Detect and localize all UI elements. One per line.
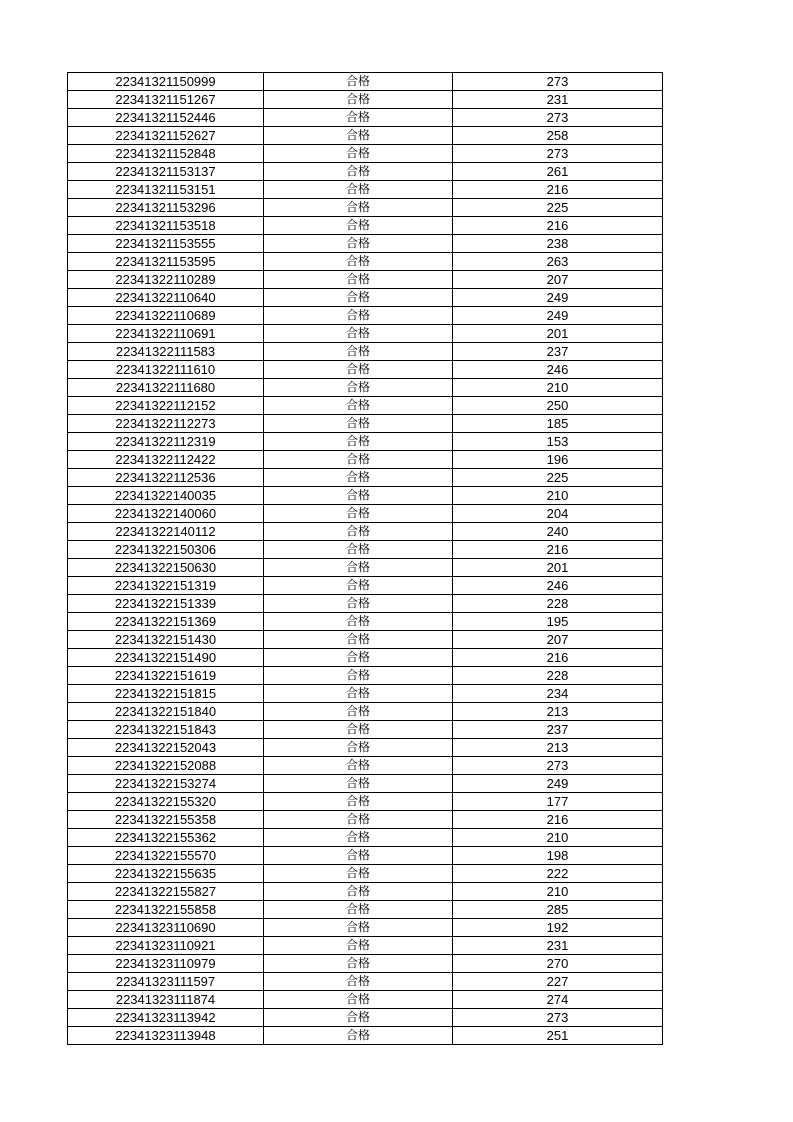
result-cell: 合格 <box>264 559 453 577</box>
result-cell: 合格 <box>264 91 453 109</box>
result-cell: 合格 <box>264 505 453 523</box>
candidate-id-cell: 22341322155358 <box>68 811 264 829</box>
table-row <box>68 685 663 703</box>
score-cell: 210 <box>453 883 663 901</box>
result-cell: 合格 <box>264 793 453 811</box>
result-cell: 合格 <box>264 433 453 451</box>
candidate-id-cell: 22341322151843 <box>68 721 264 739</box>
score-cell: 201 <box>453 325 663 343</box>
table-row <box>68 487 663 505</box>
result-cell: 合格 <box>264 1027 453 1045</box>
result-cell: 合格 <box>264 469 453 487</box>
result-cell: 合格 <box>264 415 453 433</box>
result-cell: 合格 <box>264 523 453 541</box>
candidate-id-cell: 22341322140035 <box>68 487 264 505</box>
table-row <box>68 235 663 253</box>
candidate-id-cell: 22341321150999 <box>68 73 264 91</box>
score-cell: 216 <box>453 649 663 667</box>
candidate-id-cell: 22341322110289 <box>68 271 264 289</box>
result-cell: 合格 <box>264 181 453 199</box>
table-row <box>68 91 663 109</box>
table-row <box>68 325 663 343</box>
score-cell: 207 <box>453 271 663 289</box>
candidate-id-cell: 22341322110689 <box>68 307 264 325</box>
table-row <box>68 415 663 433</box>
score-cell: 204 <box>453 505 663 523</box>
result-cell: 合格 <box>264 955 453 973</box>
result-cell: 合格 <box>264 739 453 757</box>
table-row <box>68 1027 663 1045</box>
candidate-id-cell: 22341323111874 <box>68 991 264 1009</box>
candidate-id-cell: 22341322155570 <box>68 847 264 865</box>
score-cell: 273 <box>453 73 663 91</box>
results-table <box>67 72 663 1045</box>
candidate-id-cell: 22341322110640 <box>68 289 264 307</box>
score-cell: 237 <box>453 721 663 739</box>
result-cell: 合格 <box>264 613 453 631</box>
candidate-id-cell: 22341322155858 <box>68 901 264 919</box>
candidate-id-cell: 22341322151490 <box>68 649 264 667</box>
result-cell: 合格 <box>264 307 453 325</box>
candidate-id-cell: 22341322151619 <box>68 667 264 685</box>
candidate-id-cell: 22341321152446 <box>68 109 264 127</box>
table-row <box>68 739 663 757</box>
candidate-id-cell: 22341322112319 <box>68 433 264 451</box>
score-cell: 153 <box>453 433 663 451</box>
results-table-body <box>68 73 663 1045</box>
candidate-id-cell: 22341323110921 <box>68 937 264 955</box>
result-cell: 合格 <box>264 127 453 145</box>
table-row <box>68 163 663 181</box>
candidate-id-cell: 22341322111680 <box>68 379 264 397</box>
table-row <box>68 361 663 379</box>
candidate-id-cell: 22341322140112 <box>68 523 264 541</box>
table-row <box>68 937 663 955</box>
result-cell: 合格 <box>264 289 453 307</box>
candidate-id-cell: 22341322112273 <box>68 415 264 433</box>
candidate-id-cell: 22341323110979 <box>68 955 264 973</box>
table-row <box>68 343 663 361</box>
candidate-id-cell: 22341322151369 <box>68 613 264 631</box>
score-cell: 246 <box>453 361 663 379</box>
result-cell: 合格 <box>264 451 453 469</box>
table-row <box>68 919 663 937</box>
result-cell: 合格 <box>264 235 453 253</box>
table-row <box>68 523 663 541</box>
score-cell: 274 <box>453 991 663 1009</box>
table-row <box>68 829 663 847</box>
table-row <box>68 901 663 919</box>
result-cell: 合格 <box>264 361 453 379</box>
result-cell: 合格 <box>264 541 453 559</box>
candidate-id-cell: 22341322152043 <box>68 739 264 757</box>
table-row <box>68 667 663 685</box>
score-cell: 216 <box>453 541 663 559</box>
result-cell: 合格 <box>264 271 453 289</box>
score-cell: 263 <box>453 253 663 271</box>
candidate-id-cell: 22341323111597 <box>68 973 264 991</box>
table-row <box>68 613 663 631</box>
score-cell: 201 <box>453 559 663 577</box>
candidate-id-cell: 22341322112152 <box>68 397 264 415</box>
score-cell: 195 <box>453 613 663 631</box>
result-cell: 合格 <box>264 865 453 883</box>
score-cell: 213 <box>453 703 663 721</box>
result-cell: 合格 <box>264 1009 453 1027</box>
table-row <box>68 505 663 523</box>
score-cell: 210 <box>453 379 663 397</box>
candidate-id-cell: 22341321153555 <box>68 235 264 253</box>
candidate-id-cell: 22341322111583 <box>68 343 264 361</box>
candidate-id-cell: 22341321153595 <box>68 253 264 271</box>
result-cell: 合格 <box>264 811 453 829</box>
result-cell: 合格 <box>264 73 453 91</box>
score-cell: 231 <box>453 937 663 955</box>
table-row <box>68 577 663 595</box>
result-cell: 合格 <box>264 397 453 415</box>
table-row <box>68 721 663 739</box>
candidate-id-cell: 22341321151267 <box>68 91 264 109</box>
table-row <box>68 289 663 307</box>
score-cell: 228 <box>453 667 663 685</box>
score-cell: 210 <box>453 829 663 847</box>
result-cell: 合格 <box>264 217 453 235</box>
result-cell: 合格 <box>264 919 453 937</box>
candidate-id-cell: 22341321152627 <box>68 127 264 145</box>
score-cell: 285 <box>453 901 663 919</box>
result-cell: 合格 <box>264 901 453 919</box>
candidate-id-cell: 22341322150630 <box>68 559 264 577</box>
score-cell: 225 <box>453 199 663 217</box>
candidate-id-cell: 22341322150306 <box>68 541 264 559</box>
candidate-id-cell: 22341322155635 <box>68 865 264 883</box>
table-row <box>68 181 663 199</box>
candidate-id-cell: 22341322151840 <box>68 703 264 721</box>
score-cell: 238 <box>453 235 663 253</box>
score-cell: 249 <box>453 775 663 793</box>
candidate-id-cell: 22341322155362 <box>68 829 264 847</box>
score-cell: 273 <box>453 1009 663 1027</box>
candidate-id-cell: 22341322151815 <box>68 685 264 703</box>
table-row <box>68 271 663 289</box>
table-row <box>68 847 663 865</box>
table-row <box>68 469 663 487</box>
score-cell: 207 <box>453 631 663 649</box>
score-cell: 196 <box>453 451 663 469</box>
score-cell: 210 <box>453 487 663 505</box>
candidate-id-cell: 22341321152848 <box>68 145 264 163</box>
candidate-id-cell: 22341322112536 <box>68 469 264 487</box>
result-cell: 合格 <box>264 325 453 343</box>
table-row <box>68 127 663 145</box>
result-cell: 合格 <box>264 685 453 703</box>
table-row <box>68 433 663 451</box>
table-row <box>68 775 663 793</box>
candidate-id-cell: 22341321153137 <box>68 163 264 181</box>
candidate-id-cell: 22341321153518 <box>68 217 264 235</box>
score-cell: 185 <box>453 415 663 433</box>
table-row <box>68 1009 663 1027</box>
result-cell: 合格 <box>264 847 453 865</box>
score-cell: 213 <box>453 739 663 757</box>
score-cell: 237 <box>453 343 663 361</box>
table-row <box>68 253 663 271</box>
table-row <box>68 865 663 883</box>
score-cell: 240 <box>453 523 663 541</box>
score-cell: 246 <box>453 577 663 595</box>
result-cell: 合格 <box>264 649 453 667</box>
result-cell: 合格 <box>264 991 453 1009</box>
candidate-id-cell: 22341322112422 <box>68 451 264 469</box>
table-row <box>68 757 663 775</box>
score-cell: 234 <box>453 685 663 703</box>
candidate-id-cell: 22341322155320 <box>68 793 264 811</box>
result-cell: 合格 <box>264 631 453 649</box>
table-row <box>68 199 663 217</box>
result-cell: 合格 <box>264 757 453 775</box>
candidate-id-cell: 22341322151319 <box>68 577 264 595</box>
score-cell: 231 <box>453 91 663 109</box>
score-cell: 273 <box>453 109 663 127</box>
result-cell: 合格 <box>264 379 453 397</box>
result-cell: 合格 <box>264 145 453 163</box>
result-cell: 合格 <box>264 775 453 793</box>
score-cell: 270 <box>453 955 663 973</box>
score-cell: 216 <box>453 811 663 829</box>
table-row <box>68 883 663 901</box>
result-cell: 合格 <box>264 595 453 613</box>
score-cell: 249 <box>453 307 663 325</box>
result-cell: 合格 <box>264 577 453 595</box>
result-cell: 合格 <box>264 253 453 271</box>
candidate-id-cell: 22341322151339 <box>68 595 264 613</box>
result-cell: 合格 <box>264 487 453 505</box>
score-cell: 225 <box>453 469 663 487</box>
score-cell: 249 <box>453 289 663 307</box>
candidate-id-cell: 22341322153274 <box>68 775 264 793</box>
table-row <box>68 307 663 325</box>
candidate-id-cell: 22341321153151 <box>68 181 264 199</box>
score-cell: 177 <box>453 793 663 811</box>
result-cell: 合格 <box>264 667 453 685</box>
score-cell: 273 <box>453 757 663 775</box>
table-row <box>68 703 663 721</box>
table-row <box>68 649 663 667</box>
result-cell: 合格 <box>264 703 453 721</box>
table-row <box>68 793 663 811</box>
table-row <box>68 811 663 829</box>
result-cell: 合格 <box>264 199 453 217</box>
table-row <box>68 397 663 415</box>
table-row <box>68 379 663 397</box>
candidate-id-cell: 22341323113942 <box>68 1009 264 1027</box>
result-cell: 合格 <box>264 163 453 181</box>
result-cell: 合格 <box>264 343 453 361</box>
table-row <box>68 973 663 991</box>
table-row <box>68 451 663 469</box>
score-cell: 216 <box>453 181 663 199</box>
table-row <box>68 145 663 163</box>
result-cell: 合格 <box>264 721 453 739</box>
table-row <box>68 541 663 559</box>
result-cell: 合格 <box>264 973 453 991</box>
score-cell: 227 <box>453 973 663 991</box>
candidate-id-cell: 22341322111610 <box>68 361 264 379</box>
candidate-id-cell: 22341322140060 <box>68 505 264 523</box>
score-cell: 198 <box>453 847 663 865</box>
candidate-id-cell: 22341322152088 <box>68 757 264 775</box>
score-cell: 222 <box>453 865 663 883</box>
candidate-id-cell: 22341322155827 <box>68 883 264 901</box>
result-cell: 合格 <box>264 829 453 847</box>
result-cell: 合格 <box>264 109 453 127</box>
table-row <box>68 955 663 973</box>
score-cell: 250 <box>453 397 663 415</box>
table-row <box>68 109 663 127</box>
score-cell: 261 <box>453 163 663 181</box>
result-cell: 合格 <box>264 883 453 901</box>
score-cell: 192 <box>453 919 663 937</box>
candidate-id-cell: 22341322151430 <box>68 631 264 649</box>
result-cell: 合格 <box>264 937 453 955</box>
table-row <box>68 631 663 649</box>
table-row <box>68 559 663 577</box>
candidate-id-cell: 22341322110691 <box>68 325 264 343</box>
score-cell: 273 <box>453 145 663 163</box>
score-cell: 228 <box>453 595 663 613</box>
candidate-id-cell: 22341321153296 <box>68 199 264 217</box>
score-cell: 216 <box>453 217 663 235</box>
candidate-id-cell: 22341323113948 <box>68 1027 264 1045</box>
table-row <box>68 595 663 613</box>
table-row <box>68 217 663 235</box>
table-row <box>68 991 663 1009</box>
candidate-id-cell: 22341323110690 <box>68 919 264 937</box>
score-cell: 251 <box>453 1027 663 1045</box>
table-row <box>68 73 663 91</box>
score-cell: 258 <box>453 127 663 145</box>
